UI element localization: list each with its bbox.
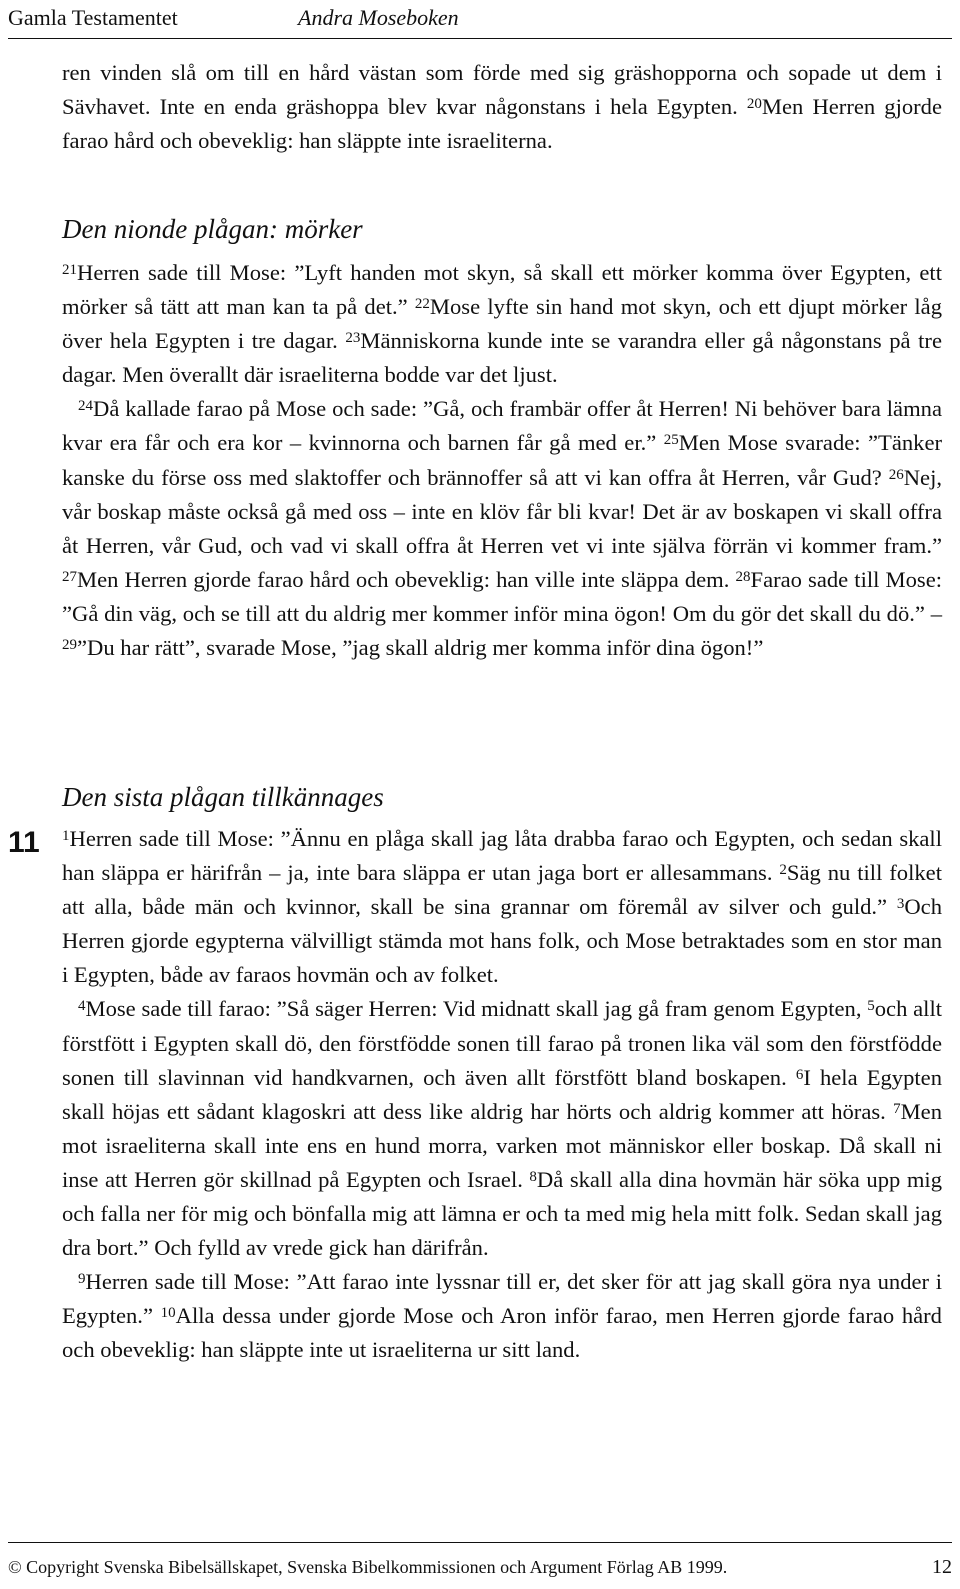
verse-text: Mose lyfte sin hand mot skyn, och ett djupt mörker låg över hela Egypten i tre dagar. [62, 294, 942, 354]
running-header [8, 4, 952, 36]
verse-text: Då kallade farao på Mose och sade: ”Gå, och frambär offer åt Herren! Ni behöver bara lämna kvar era får och era kor – kvinnorna och barnen får gå med er.” [62, 396, 942, 456]
verse-number: 21 [62, 262, 77, 278]
verse-text: Då skall alla dina hovmän här söka upp mig och falla ner för mig och bönfalla mig att lämna er och ta med mig hela mitt folk. Sedan skall jag dra bort.” Och fylld av vrede gick han därifrån. [62, 1166, 942, 1261]
verse-text: Herren sade till Mose: ”Lyft handen mot skyn, så skall ett mörker komma över Egypten, ett mörker så tätt att man kan ta på det.” [62, 260, 942, 320]
verse-text: Mose sade till farao: ”Så säger Herren: Vid midnatt skall jag gå fram genom Egypten, [85, 996, 868, 1022]
verse-text: ren vinden slå om till en hård västan som förde med sig gräshopporna och sopade ut dem i Sävhavet. Inte en enda gräshoppa blev kvar någonstans i hela Egypten. [62, 60, 942, 120]
verse-number: 5 [867, 998, 875, 1015]
verse-number: 26 [888, 466, 904, 483]
verse-number: 29 [62, 637, 77, 654]
chapter-number: 11 [8, 826, 40, 859]
verse-number: 23 [345, 330, 361, 347]
section-text [62, 822, 942, 1368]
verse-number: 2 [779, 862, 787, 879]
verse-text: Herren sade till Mose: ”Att farao inte lyssnar till er, det sker för att jag skall göra nya under i Egypten.” [62, 1269, 942, 1329]
verse-text: Människorna kunde inte se varandra eller gå någonstans på tre dagar. Men överallt där israeliterna bodde var det ljust. [62, 328, 942, 388]
verse-number: 4 [78, 998, 86, 1015]
verse-number: 6 [795, 1066, 804, 1083]
verse-number: 22 [414, 296, 430, 313]
section-text [62, 256, 942, 665]
verse-number: 25 [663, 432, 679, 449]
verse-number: 1 [62, 828, 70, 844]
verse-number: 10 [160, 1305, 176, 1322]
verse-text: Men Herren gjorde farao hård och obeveklig: han släppte inte israeliterna. [62, 94, 942, 154]
page-number: 12 [932, 1556, 952, 1578]
verse-text: Men Herren gjorde farao hård och obeveklig: han ville inte släppa dem. [77, 566, 736, 592]
section-heading: Den sista plågan tillkännages [62, 782, 384, 812]
verse-number: 8 [529, 1168, 537, 1185]
verse-text: Alla dessa under gjorde Mose och Aron inför farao, men Herren gjorde farao hård och obeveklig: han släppte inte ut israeliterna ur sitt land. [62, 1303, 942, 1363]
verse-text: Men Mose svarade: ”Tänker kanske du förse oss med slaktoffer och brännoffer så att vi kan offra åt Herren, vår Gud? [62, 430, 943, 490]
verse-number: 3 [896, 896, 905, 913]
verse-text: och allt förstfött i Egypten skall dö, den förstfödde sonen till farao på tronen lika väl som den förstfödde sonen till slavinnan vid handkvarnen, och även allt förstfött bland boskapen. [62, 996, 942, 1090]
verse-text: ”Du har rätt”, svarade Mose, ”jag skall aldrig mer komma inför dina ögon!” [77, 635, 764, 661]
verse-text: I hela Egypten skall höjas ett sådant klagoskri att dess like aldrig har hörts och aldrig kommer att höras. [62, 1064, 942, 1124]
section-heading: Den nionde plågan: mörker [62, 214, 363, 244]
verse-number: 24 [78, 398, 93, 415]
continuation-paragraph [62, 56, 942, 158]
footer-divider [8, 1542, 952, 1543]
verse-text: Farao sade till Mose: ”Gå din väg, och se till att du aldrig mer kommer inför mina ögon! Om du gör det skall du dö.” – [62, 566, 942, 626]
header-divider [8, 38, 952, 39]
paragraph [62, 822, 942, 992]
verse-text: Nej, vår boskap måste också gå med oss – inte en klöv får bli kvar! Det är av boskapen vi skall offra åt Herren, vår Gud, och vad vi skall offra åt Herren vet vi inte själva förrän vi kommer fram.” [62, 464, 942, 558]
verse-text: Herren sade till Mose: ”Ännu en plåga skall jag låta drabba farao och Egypten, och sedan skall han släppa er härifrån – ja, inte bara släppa er utan jaga bort er allesammans. [62, 826, 942, 886]
verse-number: 28 [735, 568, 751, 585]
paragraph [62, 1265, 942, 1367]
verse-text: Säg nu till folket att alla, både män och kvinnor, skall be sina grannar om föremål av silver och guld.” [62, 860, 942, 920]
verse-text: Och Herren gjorde egypterna välvilligt stämda mot hans folk, och Mose betraktades som en stor man i Egypten, både av faraos hovmän och av folket. [62, 894, 942, 988]
paragraph [62, 392, 942, 665]
paragraph [62, 256, 942, 392]
verse-number: 27 [62, 568, 77, 585]
verse-number: 20 [746, 96, 762, 113]
verse-number: 9 [78, 1271, 86, 1288]
book-section-title: Andra Moseboken [298, 5, 459, 30]
verse-number: 7 [893, 1100, 901, 1117]
paragraph [62, 992, 942, 1265]
book-title: Gamla Testamentet [8, 5, 178, 30]
copyright-notice: © Copyright Svenska Bibelsällskapet, Svenska Bibelkommissionen och Argument Förlag AB 1999. [8, 1557, 728, 1577]
verse-text: Men mot israeliterna skall inte ens en hund morra, varken mot människor eller boskap. Då skall ni inse att Herren gör skillnad på Egypten och Israel. [62, 1098, 942, 1192]
